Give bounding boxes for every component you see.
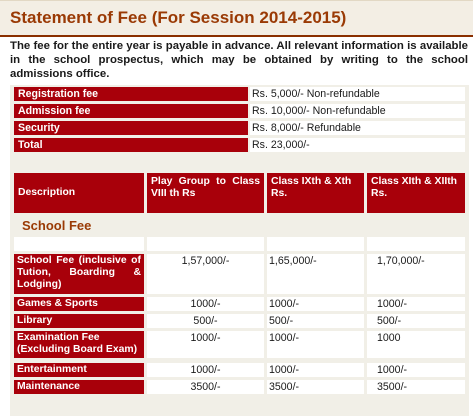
- header-class-ix-x: Class IXth & Xth Rs.: [267, 173, 364, 213]
- fee-row-total: [12, 138, 467, 152]
- blank-cell: [14, 237, 144, 251]
- row-label-library: Library: [14, 314, 144, 328]
- fee-panel: [10, 85, 469, 416]
- fee-row-registration: [12, 87, 467, 101]
- row-value: 3500/-: [267, 380, 364, 394]
- fee-value: Rs. 5,000/- Non-refundable: [250, 87, 465, 101]
- row-value: 1000/-: [147, 363, 264, 377]
- row-value: 1000/-: [267, 297, 364, 311]
- row-value: 1000/-: [267, 363, 364, 377]
- header-class-xi-xii: Class XIth & XIIth Rs.: [367, 173, 465, 213]
- row-value: 1,57,000/-: [147, 254, 264, 294]
- fee-value: Rs. 23,000/-: [250, 138, 465, 152]
- fee-label: Total: [14, 138, 248, 152]
- row-value: 1,70,000/-: [367, 254, 465, 294]
- row-value: 1000/-: [367, 297, 465, 311]
- section-title-school-fee: School Fee: [22, 218, 92, 233]
- fee-label: Security: [14, 121, 248, 135]
- fee-value: Rs. 10,000/- Non-refundable: [250, 104, 465, 118]
- row-value: 3500/-: [147, 380, 264, 394]
- header-playgroup: Play Group to Class VIII th Rs: [147, 173, 264, 213]
- row-value: 500/-: [147, 314, 264, 328]
- fee-value: Rs. 8,000/- Refundable: [250, 121, 465, 135]
- row-label-school-fee: School Fee (inclusive of Tution, Boarding & Lodging): [14, 254, 144, 294]
- fee-label: Admission fee: [14, 104, 248, 118]
- row-value: 1000/-: [367, 363, 465, 377]
- row-value: 500/-: [367, 314, 465, 328]
- row-value: 1,65,000/-: [267, 254, 364, 294]
- title-bar: [0, 0, 473, 37]
- blank-cell: [147, 237, 264, 251]
- fee-label: Registration fee: [14, 87, 248, 101]
- row-value: 1000/-: [147, 297, 264, 311]
- fee-row-security: [12, 121, 467, 135]
- fee-row-admission: [12, 104, 467, 118]
- row-value: 1000/-: [267, 331, 364, 358]
- row-value: 500/-: [267, 314, 364, 328]
- blank-cell: [367, 237, 465, 251]
- row-value: 1000/-: [147, 331, 264, 358]
- row-label-exam-fee: Examination Fee (Excluding Board Exam): [14, 331, 144, 358]
- intro-text: The fee for the entire year is payable in advance. All relevant information is available in the school prospectus, which may be obtained by writing to the school admissions office.: [10, 40, 468, 80]
- row-value: 3500/-: [367, 380, 465, 394]
- blank-cell: [267, 237, 364, 251]
- page-title: Statement of Fee (For Session 2014-2015): [10, 8, 347, 27]
- row-label-maintenance: Maintenance: [14, 380, 144, 394]
- header-description: Description: [14, 173, 144, 213]
- row-value: 1000: [367, 331, 465, 358]
- row-label-entertainment: Entertainment: [14, 363, 144, 377]
- row-label-games: Games & Sports: [14, 297, 144, 311]
